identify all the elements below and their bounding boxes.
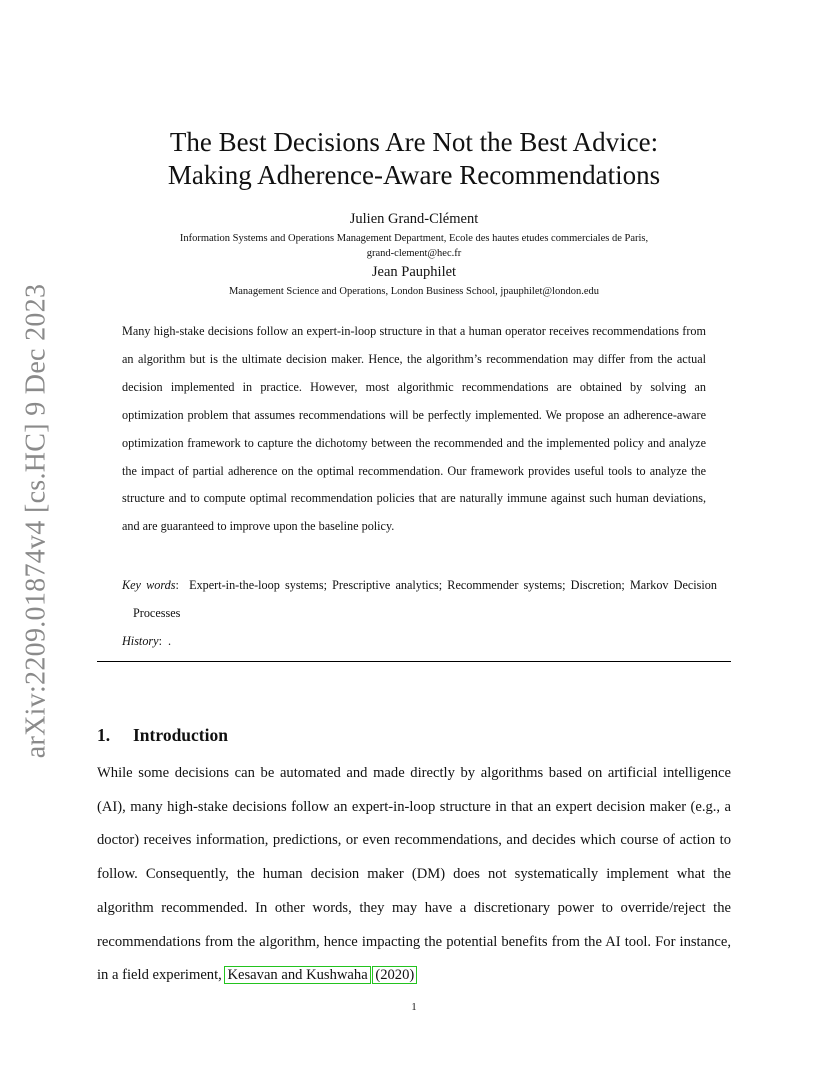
- citation-link-authors[interactable]: Kesavan and Kushwaha: [224, 966, 370, 984]
- affiliation-1-line-1: Information Systems and Operations Management Department, Ecole des hautes etudes commerciales de Paris,: [179, 233, 649, 244]
- author-affiliation-2: Management Science and Operations, London Business School, jpauphilet@london.edu: [228, 286, 600, 297]
- arxiv-identifier: arXiv:2209.01874v4 [cs.HC] 9 Dec 2023: [20, 283, 52, 759]
- keywords-label: Key words: [122, 578, 176, 592]
- section-title: Introduction: [133, 725, 228, 745]
- keywords: Key words: Expert-in-the-loop systems; Prescriptive analytics; Recommender systems; Discretion; Markov Decision Processes: [122, 578, 717, 620]
- section-heading: [97, 725, 228, 746]
- page-number: 1: [411, 1002, 417, 1013]
- paper-title: [90, 126, 738, 192]
- history: History: .: [122, 634, 172, 648]
- intro-text: While some decisions can be automated and made directly by algorithms based on artificial intelligence (AI), many high-stake decisions follow an expert-in-loop structure in that an expert decision maker (e.g., a doctor) receives information, predictions, or even recommendations, and decides which course of action to follow. Consequently, the human decision maker (DM) does not systematically implement what the algorithm recommended. In other words, they may have a discretionary power to override/reject the recommendations from the algorithm, hence impacting the potential benefits from the AI tool. For instance, in a field experiment,: [97, 765, 731, 984]
- author-name-1: Julien Grand-Clément: [349, 211, 479, 227]
- author-name-2: Jean Pauphilet: [371, 264, 457, 280]
- author-affiliation-1: [100, 231, 728, 261]
- affiliation-1-line-2: grand-clement@hec.fr: [366, 248, 462, 259]
- intro-paragraph: [97, 757, 731, 993]
- keywords-text: Expert-in-the-loop systems; Prescriptive analytics; Recommender systems; Discretion; Markov Decision Processes: [133, 578, 717, 620]
- abstract-divider: [97, 661, 731, 662]
- citation-link-year[interactable]: (2020): [372, 966, 417, 984]
- arxiv-sidebar: [14, 283, 58, 759]
- history-text: .: [168, 634, 172, 648]
- abstract: Many high-stake decisions follow an expert-in-loop structure in that a human operator receives recommendations from an algorithm but is the ultimate decision maker. Hence, the algorithm’s recommendation may differ from the actual decision implemented in practice. However, most algorithmic recommendations are obtained by solving an optimization problem that assumes recommendations will be perfectly implemented. We propose an adherence-aware optimization framework to capture the dichotomy between the recommended and the implemented policy and analyze the impact of partial adherence on the optimal recommendation. Our framework provides useful tools to analyze the structure and to compute optimal recommendation policies that are naturally immune against such human deviations, and are guaranteed to improve upon the baseline policy.: [122, 324, 706, 534]
- section-number: 1.: [97, 725, 111, 745]
- title-line-2: Making Adherence-Aware Recommendations: [167, 160, 661, 190]
- history-label: History: [122, 634, 159, 648]
- title-line-1: The Best Decisions Are Not the Best Advice:: [169, 127, 659, 157]
